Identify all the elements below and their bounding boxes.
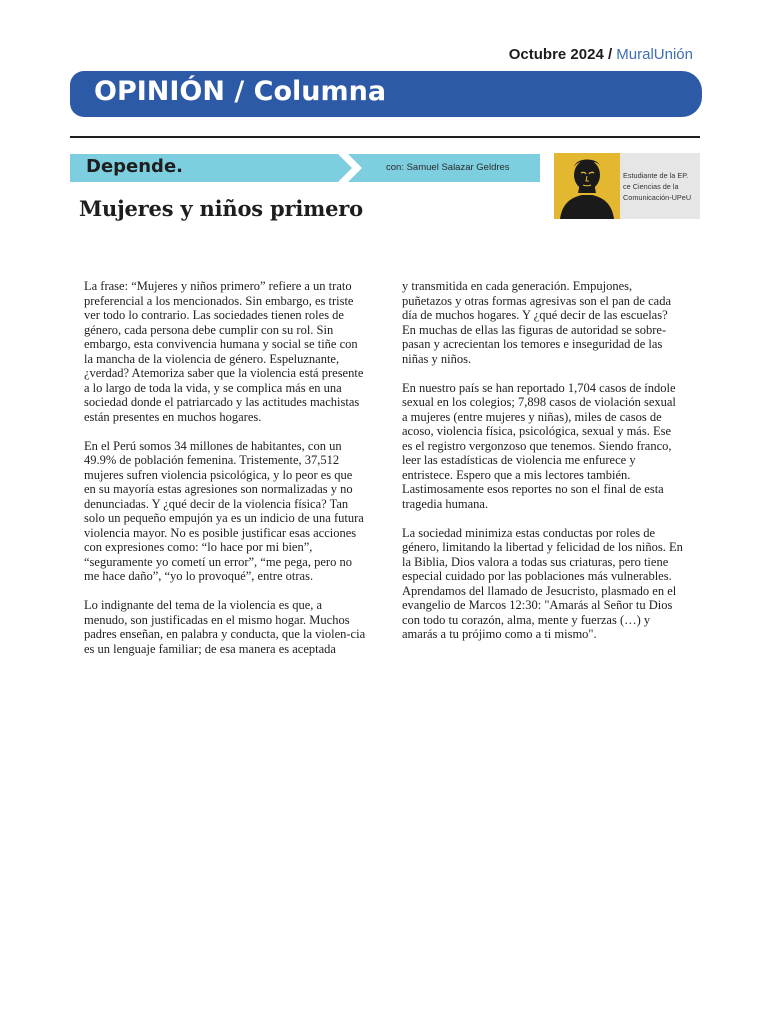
byline: con: Samuel Salazar Geldres (386, 162, 510, 173)
article-paragraph: En el Perú somos 34 millones de habitantes, con un 49.9% de población femenina. Tristemente, 37,512 mujeres sufren violencia psicológica, y lo peor es que en su mayoría estas agresiones son normalizadas y no denunciadas. Y ¿qué decir de la violencia física? Tan solo un pequeño empujón ya es un indicio de una futura violencia mayor. No es posible justificar esas acciones con expresiones como: “lo hace por mi bien”, “seguramente yo cometí un error”, “me pega, pero no me hace daño”, “yo lo provoqué”, entre otras. (84, 438, 364, 583)
author-card (554, 153, 700, 219)
article-column-right (402, 279, 684, 656)
author-bio-line: Estudiante de la EP. (623, 171, 689, 180)
author-bio (623, 170, 701, 203)
author-bio-line: Comunicación-UPeU (623, 193, 692, 202)
article-paragraph: La sociedad minimiza estas conductas por roles de género, limitando la libertad y felicidad de los niños. En la Biblia, Dios valora a todas sus criaturas, pero tiene especial cuidado por las poblaciones más vulnerables. Aprendamos del llamado de Jesucristo, plasmado en el evangelio de Marcos 12:30: "Amarás al Señor tu Dios con todo tu corazón, alma, mente y fuerzas (…) y amarás a tu prójimo como a ti mismo". (402, 525, 683, 641)
section-banner (70, 71, 702, 117)
author-photo (554, 153, 620, 219)
article-paragraph: y transmitida en cada generación. Empujones, puñetazos y otras formas agresivas son el pan de cada día de muchos hogares. Y ¿qué decir de las escuelas? En muchas de ellas las figuras de autoridad se sobre-pasan y acrecientan los temores e inseguridad de las niñas y niños. (402, 279, 672, 366)
issue-date: Octubre 2024 / (508, 46, 613, 63)
publication-name: MuralUnión (616, 46, 693, 63)
article-headline: Mujeres y niños primero (79, 196, 363, 221)
header-divider (70, 136, 700, 138)
column-name: Depende. (86, 156, 183, 177)
article-paragraph: Lo indignante del tema de la violencia es que, a menudo, son justificadas en el mismo hogar. Muchos padres enseñan, en palabra y conducta, que la violen-cia es un lenguaje familiar; de esa manera es aceptada (84, 598, 366, 656)
author-bio-line: ce Ciencias de la (623, 182, 679, 191)
author-portrait-icon (554, 153, 620, 219)
chevron-right-icon (338, 154, 366, 182)
article-column-left (84, 279, 366, 671)
article-paragraph: En nuestro país se han reportado 1,704 casos de índole sexual en los colegios; 7,898 casos de violación sexual a mujeres (entre mujeres y niñas), miles de casos de acoso, violencia física, psicológica, sexual y más. Ese es el registro vergonzoso que tenemos. Siendo franco, leer las estadísticas de violencia me enfurece y entristece. Espero que a mis lectores también. Lastimosamente esos reportes no son el final de esta tragedia humana. (402, 380, 676, 511)
issue-line (509, 46, 693, 63)
article-paragraph: La frase: “Mujeres y niños primero” refiere a un trato preferencial a los mencionados. Sin embargo, es triste ver todo lo contrario. Las sociedades tienen roles de género, cada persona debe cumplir con su rol. Sin embargo, esta convivencia humana y social se tiñe con la mancha de la violencia de género. Espeluznante, ¿verdad? Atemoriza saber que la violencia está presente a lo largo de toda la vida, y se complica más en una sociedad donde el patriarcado y las actitudes machistas están presentes en muchos hogares. (84, 279, 364, 424)
section-title: OPINIÓN / Columna (94, 76, 387, 107)
